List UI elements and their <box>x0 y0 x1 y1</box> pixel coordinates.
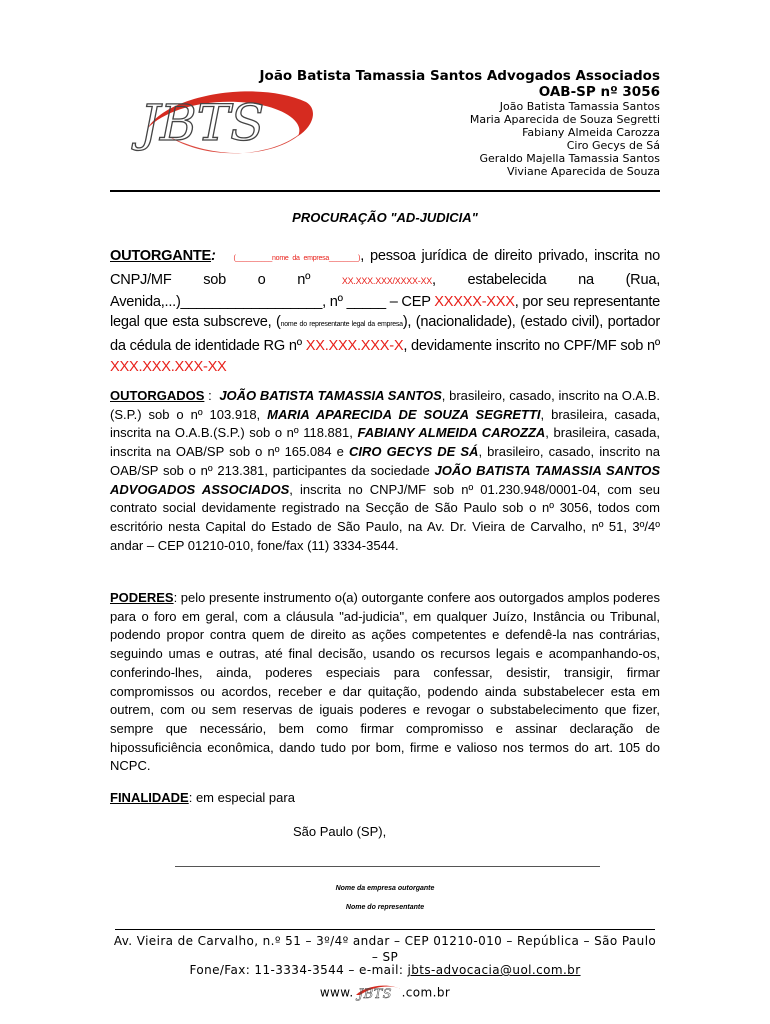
placeholder-cnpj: XX.XXX.XXX/XXXX-XX <box>341 275 432 286</box>
poderes-label: PODERES <box>110 590 174 605</box>
outorgante-label: OUTORGANTE <box>110 248 212 264</box>
member-name: Geraldo Majella Tamassia Santos <box>479 152 660 165</box>
finalidade-label: FINALIDADE <box>110 790 189 805</box>
signature-representative-name: Nome do representante <box>345 904 425 911</box>
svg-text:JBTS: JBTS <box>140 94 265 152</box>
finalidade-paragraph: FINALIDADE: em especial para <box>110 790 295 805</box>
placeholder-empresa: (__________nome da empresa________) <box>233 255 361 262</box>
member-name: Viviane Aparecida de Souza <box>507 165 660 178</box>
member-name: João Batista Tamassia Santos <box>499 100 660 113</box>
header-rule <box>110 190 660 192</box>
city-date: São Paulo (SP), <box>293 824 387 839</box>
email-link[interactable]: jbts-advocacia@uol.com.br <box>407 963 581 977</box>
member-name: Maria Aparecida de Souza Segretti <box>469 113 660 126</box>
signature-company-name: Nome da empresa outorgante <box>335 885 435 892</box>
svg-text:JBTS: JBTS <box>357 987 392 1002</box>
document-title: PROCURAÇÃO "AD-JUDICIA" <box>292 210 478 225</box>
footer-website: www. JBTS .com.br <box>110 983 660 1003</box>
member-name: Fabiany Almeida Carozza <box>522 126 660 139</box>
outorgados-label: OUTORGADOS <box>110 388 205 403</box>
footer-rule <box>115 929 655 930</box>
placeholder-cep: XXXXX-XXX <box>434 293 515 310</box>
firm-name: João Batista Tamassia Santos Advogados Associados <box>259 68 660 84</box>
firm-header <box>260 68 660 178</box>
placeholder-rg: XX.XXX.XXX-X <box>305 338 404 355</box>
signature-line <box>175 866 600 867</box>
mini-logo-icon <box>354 983 402 1003</box>
outorgante-paragraph: OUTORGANTE: (__________nome da empresa________), pessoa jurídica de direito privado, inscrita no CNPJ/MF sob o nº XX.XXX.XXX/XXXX-XX, estabelecida na (Rua, Avenida,...)__________________, nº _____ – CEP XXXXX-XXX, por seu representante legal que esta subscreve, (nome do representante legal da empresa), (nacionalidade), (estado civil), portador da cédula de identidade RG nº XX.XXX.XXX-X, devidamente inscrito no CPF/MF sob nº XXX.XXX.XXX-XX <box>110 248 661 375</box>
placeholder-cpf: XXX.XXX.XXX-XX <box>110 358 227 375</box>
footer-address: Av. Vieira de Carvalho, n.º 51 – 3º/4º andar – CEP 01210-010 – República – São Paulo – SP <box>113 934 657 964</box>
placeholder-representante: nome do representante legal da empresa <box>280 321 403 329</box>
poderes-paragraph: PODERES: pelo presente instrumento o(a) outorgante confere aos outorgados amplos poderes para o foro em geral, com a cláusula "ad-judicia", em qualquer Juízo, Instância ou Tribunal, podendo propor contra quem de direito as ações competentes e defendê-la nas contrárias, seguindo umas e outras, até final decisão, usando os recursos legais e acompanhando-os, conferindo-lhes, ainda, poderes especiais para confessar, desistir, transigir, firmar compromissos ou acordos, receber e dar quitação, podendo ainda substabelecer esta em outrem, com ou sem reservas de iguais poderes e revogar o substabelecimento que fizer, sempre que necessário, bem como firmar compromisso e assinar declaração de hipossuficiência econômica, dando tudo por bom, firme e valioso nos termos do art. 105 do NCPC. <box>110 590 660 774</box>
firm-oab: OAB-SP nº 3056 <box>538 84 660 100</box>
member-name: Ciro Gecys de Sá <box>566 139 660 152</box>
footer-contact: Fone/Fax: 11-3334-3544 – e-mail: jbts-advocacia@uol.com.br <box>189 963 581 977</box>
outorgados-paragraph: OUTORGADOS : JOÃO BATISTA TAMASSIA SANTOS, brasileiro, casado, inscrito na O.A.B.(S.P.) sob o nº 103.918, MARIA APARECIDA DE SOUZA SEGRETTI, brasileira, casada, inscrita na O.A.B.(S.P.) sob o nº 118.881, FABIANY ALMEIDA CAROZZA, brasileira, casada, inscrita na OAB/SP sob o nº 165.084 e CIRO GECYS DE SÁ, brasileiro, casado, inscrito na OAB/SP sob o nº 213.381, participantes da sociedade JOÃO BATISTA TAMASSIA SANTOS ADVOGADOS ASSOCIADOS, inscrita no CNPJ/MF sob nº 01.230.948/0001-04, com seu contrato social devidamente registrado na Secção de São Paulo sob o nº 3056, todos com escritório nesta Capital do Estado de São Paulo, na Av. Dr. Vieira de Carvalho, nº 51, 3º/4º andar – CEP 01210-010, fone/fax (11) 3334-3544. <box>110 388 660 553</box>
